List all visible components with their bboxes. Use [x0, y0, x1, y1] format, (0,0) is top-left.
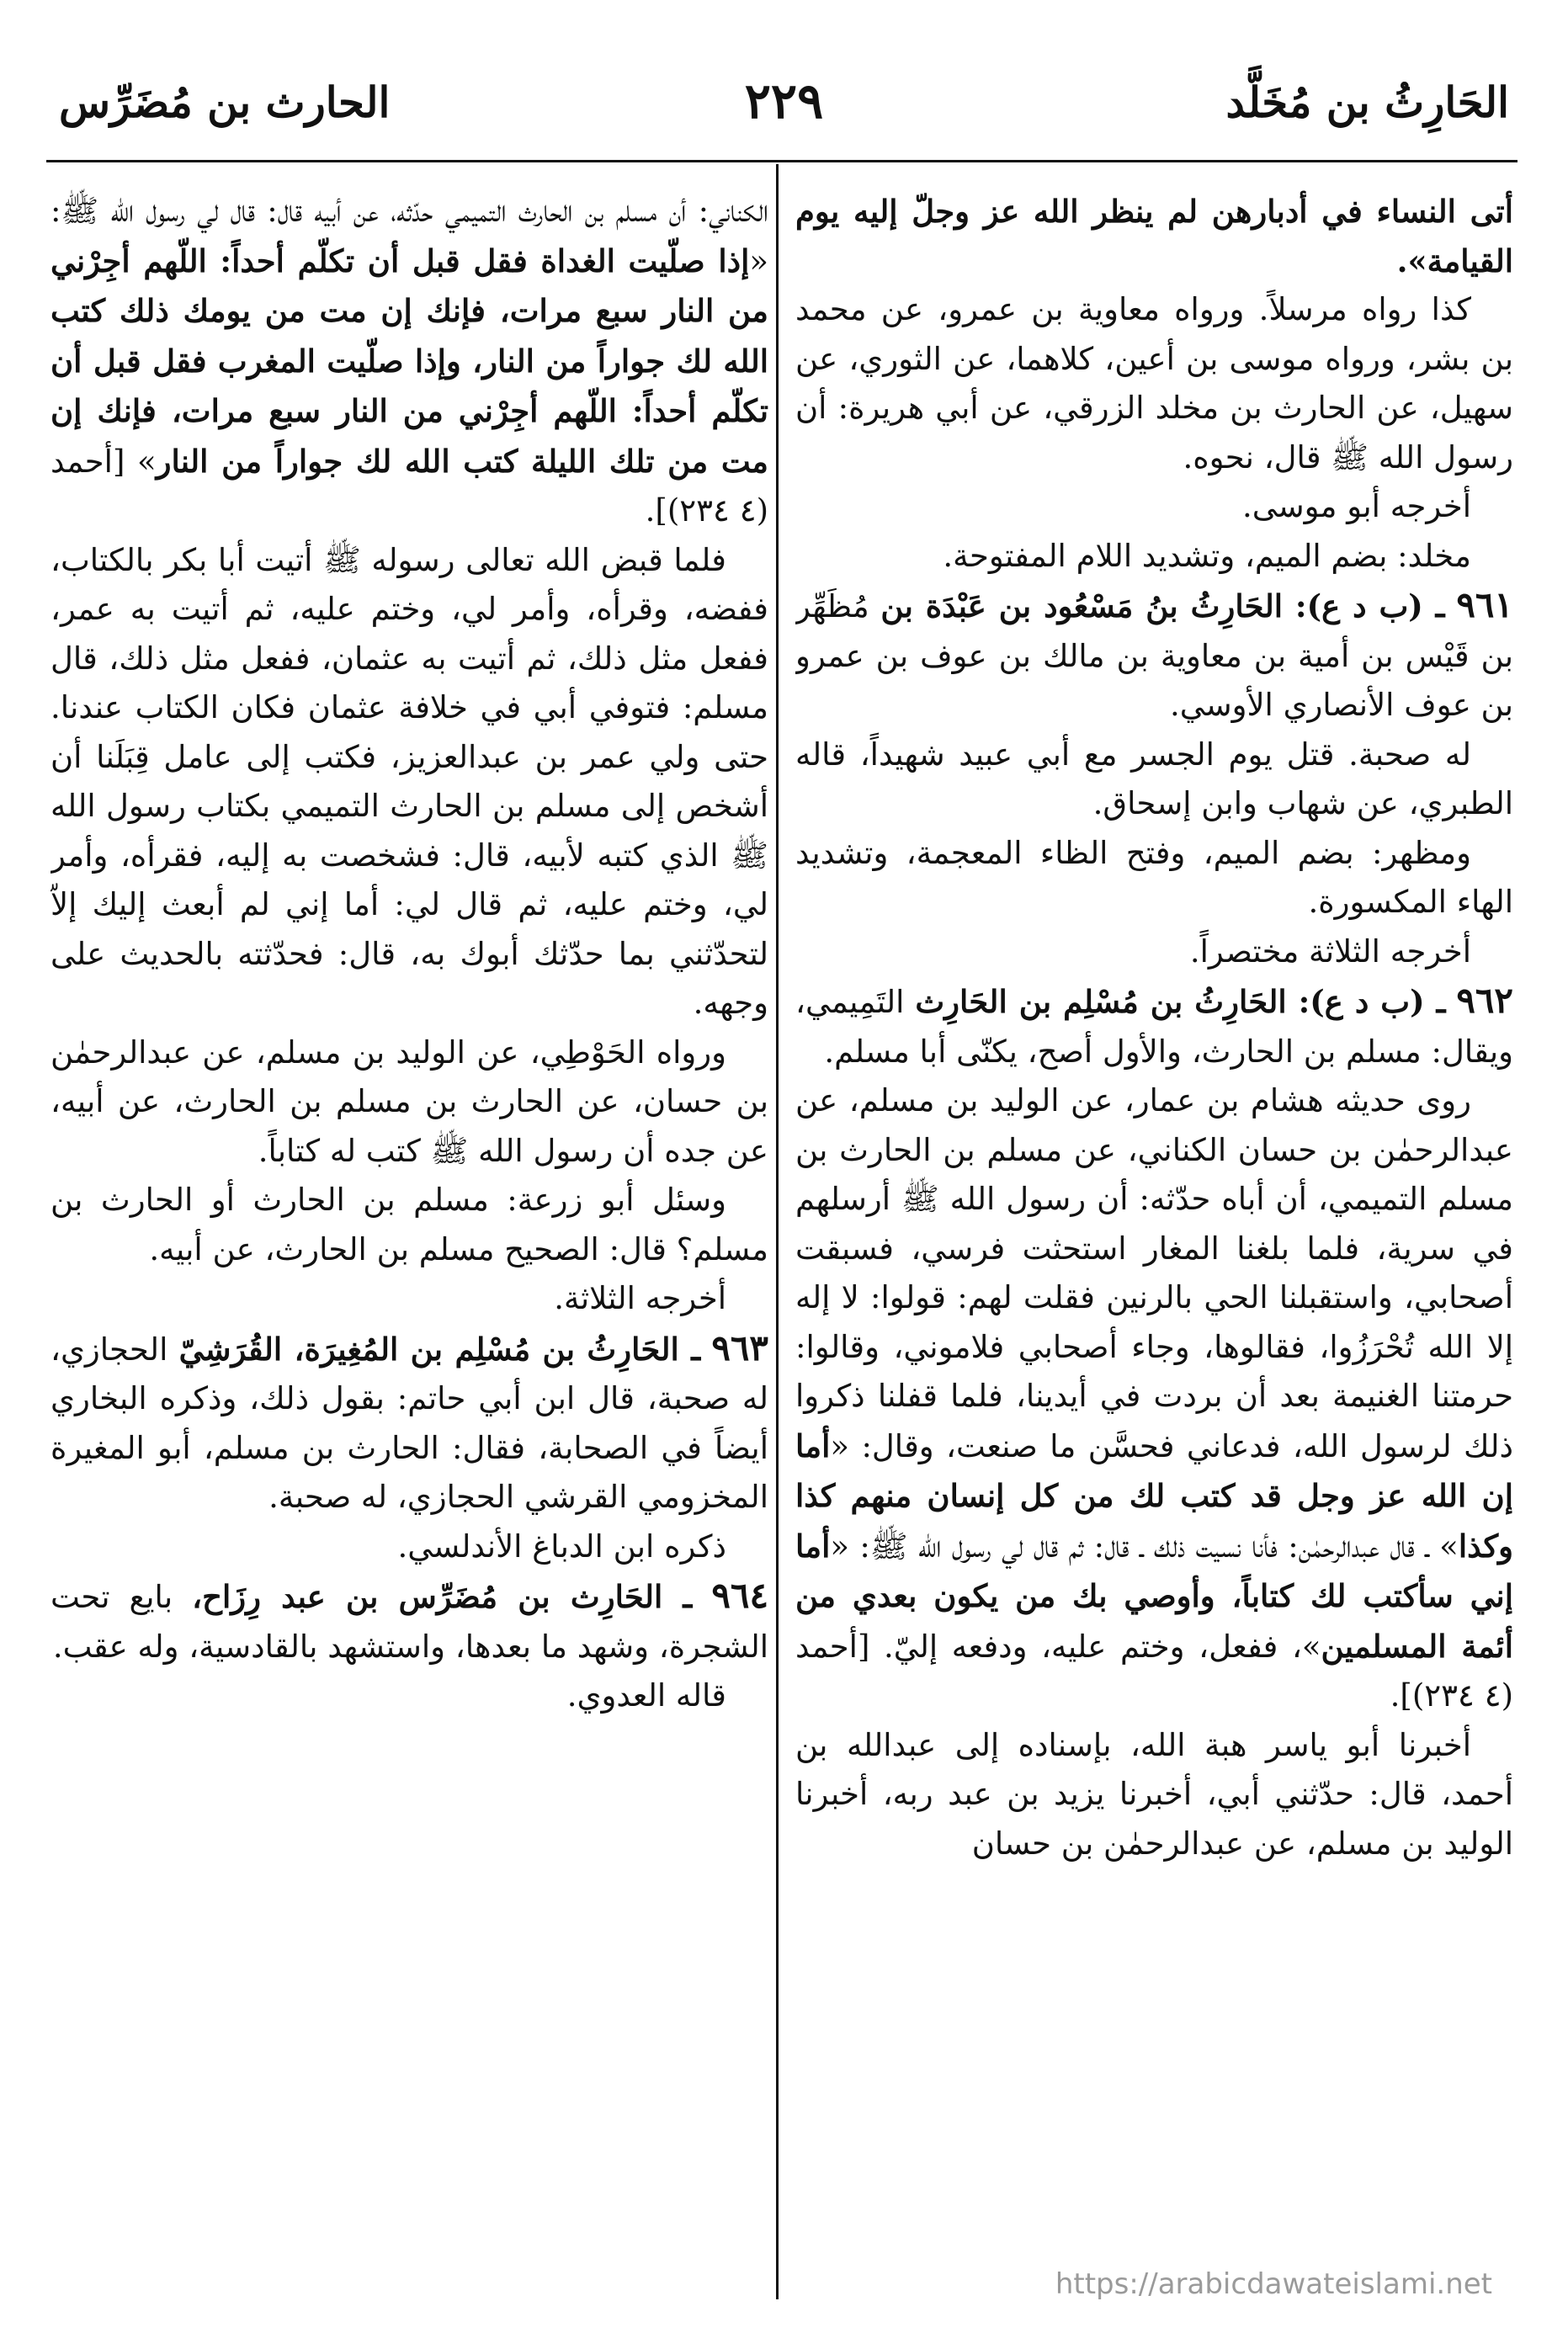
entry-heading: ـ الحَارِث بن مُضَرِّس بن عبد رِزَاح،	[192, 1578, 693, 1615]
page-number: ٢٢٩	[744, 72, 824, 130]
page-header	[59, 72, 1509, 153]
paragraph: قاله العدوي.	[566, 1677, 726, 1714]
text-run: الكناني: أن مسلم بن الحارث التميمي حدّثه، عن أبيه قال: قال لي رسول الله ﷺ: «	[50, 193, 768, 279]
entry-961	[795, 581, 1513, 731]
header-rule	[46, 160, 1518, 162]
column-divider	[776, 164, 779, 2299]
entry-text: بايع تحت الشجرة، وشهد ما بعدها، واستشهد بالقادسية، وله عقب.	[50, 1579, 768, 1665]
text-run: » ـ قال عبدالرحمٰن: فأنا نسيت ذلك ـ قال: ثم قال لي رسول الله ﷺ: «	[830, 1528, 1459, 1565]
entry-962	[795, 976, 1513, 1076]
paragraph: فلما قبض الله تعالى رسوله ﷺ أتيت أبا بكر بالكتاب، ففضه، وقرأه، وأمر لي، وختم عليه، ثم أتيت به عمر، ففعل مثل ذلك، ثم أتيت به عثمان، ففعل مثل ذلك، قال مسلم: فتوفي أبي في خلافة عثمان فكان الكتاب عندنا. حتى ولي عمر بن عبدالعزيز، فكتب إلى عامل قِبَلَنا أن أشخص إلى مسلم بن الحارث التميمي بكتاب رسول الله ﷺ الذي كتبه لأبيه، قال: فشخصت به إليه، فقرأه، وأمر لي، وختم عليه، ثم قال لي: أما إني لم أبعث إليك إلاّ لتحدّثني بما حدّثك أبوك به، قال: فحدّثته بالحديث على وجهه.	[50, 541, 768, 1021]
paragraph: أخرجه أبو موسى.	[1241, 488, 1471, 524]
hadith-text-bold: أتى النساء في أدبارهن لم ينظر الله عز وجلّ إليه يوم القيامة».	[795, 193, 1513, 279]
text-run: »، ففعل، وختم عليه، ودفعه إليّ. [أحمد (٤ ٢٣٤)].	[795, 1628, 1513, 1714]
entry-text: الحجازي، له صحبة، قال ابن أبي حاتم: بقول ذلك، وذكره البخاري أيضاً في الصحابة، فقال: الحارث بن مسلم، أبو المغيرة المخزومي القرشي الحجازي، له صحبة.	[50, 1331, 768, 1515]
paragraph: مخلد: بضم الميم، وتشديد اللام المفتوحة.	[943, 537, 1471, 574]
hadith-text-bold: أما إن الله عز وجل قد كتب لك من كل إنسان منهم كذا وكذا	[795, 1427, 1513, 1565]
entry-text: مُظَهِّر بن قَيْس بن أمية بن معاوية بن مالك بن عوف بن عمرو بن عوف الأنصاري الأوسي.	[795, 588, 1513, 723]
paragraph: أخبرنا أبو ياسر هبة الله، بإسناده إلى عبدالله بن أحمد، قال: حدّثني أبي، أخبرنا يزيد بن عبد ربه، أخبرنا الوليد بن مسلم، عن عبدالرحمٰن بن حسان	[795, 1726, 1513, 1862]
paragraph: ورواه الحَوْطِي، عن الوليد بن مسلم، عن عبدالرحمٰن بن حسان، عن الحارث بن مسلم بن الحارث، عن أبيه، عن جده أن رسول الله ﷺ كتب له كتاباً.	[50, 1034, 768, 1169]
entry-heading: ـ الحَارِثُ بن مُسْلِم بن المُغِيرَة، القُرَشِيّ	[178, 1330, 701, 1368]
entry-text: التَمِيمي، ويقال: مسلم بن الحارث، والأول أصح، يكنّى أبا مسلم.	[795, 984, 1513, 1070]
right-column	[795, 187, 1513, 2283]
entry-heading: ـ (ب د ع): الحَارِثُ بنُ مَسْعُود بن عَبْدَة بن	[880, 587, 1445, 624]
text-run: روى حديثه هشام بن عمار، عن الوليد بن مسلم، عن عبدالرحمٰن بن حسان الكناني، عن مسلم بن الحارث بن مسلم التميمي، أن أباه حدّثه: أن رسول الله ﷺ أرسلهم في سرية، فلما بلغنا المغار استحثت فرسي، فسبقت أصحابي، واستقبلنا الحي بالرنين فقلت لهم: قولوا: لا إله إلا الله تُحْرَزُوا، فقالوها، وجاء أصحابي فلاموني، وقالوا: حرمتنا الغنيمة بعد أن بردت في أيدينا، فلما قفلنا ذكروا ذلك لرسول الله، فدعاني فحسَّن ما صنعت، وقال: «	[795, 1082, 1513, 1464]
entry-number: ٩٦٤	[711, 1575, 768, 1616]
running-title-right: الحَارِثُ بن مُخَلَّد	[1225, 77, 1509, 127]
paragraph: له صحبة. قتل يوم الجسر مع أبي عبيد شهيداً، قاله الطبري، عن شهاب وابن إسحاق.	[795, 736, 1513, 821]
paragraph: وسئل أبو زرعة: مسلم بن الحارث أو الحارث بن مسلم؟ قال: الصحيح مسلم بن الحارث، عن أبيه.	[50, 1182, 768, 1267]
running-title-left: الحارث بن مُضَرِّس	[59, 77, 391, 127]
paragraph	[795, 1076, 1513, 1721]
entry-number: ٩٦١	[1456, 584, 1513, 625]
hadith-text-bold: إذا صلّيت الغداة فقل قبل أن تكلّم أحداً: اللّهم أجِرْني من النار سبع مرات، فإنك إن مت من يومك ذلك كتب الله لك جواراً من النار، وإذا صلّيت المغرب فقل قبل أن تكلّم أحداً: اللّهم أجِرْني من النار سبع مرات، فإنك إن مت من تلك الليلة كتب الله لك جواراً من النار	[50, 242, 768, 480]
entry-number: ٩٦٣	[711, 1326, 768, 1368]
paragraph: كذا رواه مرسلاً. ورواه معاوية بن عمرو، عن محمد بن بشر، ورواه موسى بن أعين، كلاهما، عن الثوري، عن سهيل، عن الحارث بن مخلد الزرقي، عن أبي هريرة: أن رسول الله ﷺ قال، نحوه.	[795, 291, 1513, 476]
left-column	[50, 187, 768, 2283]
paragraph: ومظهر: بضم الميم، وفتح الظاء المعجمة، وتشديد الهاء المكسورة.	[795, 834, 1513, 920]
paragraph: أخرجه الثلاثة.	[554, 1280, 726, 1316]
watermark-url: https://arabicdawateislami.net	[1055, 2267, 1492, 2301]
entry-number: ٩٦٢	[1456, 980, 1513, 1021]
paragraph: أخرجه الثلاثة مختصراً.	[1189, 933, 1471, 970]
text-run: » [أحمد (٤ ٢٣٤)].	[50, 443, 768, 529]
entry-964	[50, 1571, 768, 1671]
entry-heading: ـ (ب د ع): الحَارِثُ بن مُسْلِم بن الحَارِث	[915, 983, 1446, 1020]
paragraph	[50, 187, 768, 536]
paragraph: ذكره ابن الدباغ الأندلسي.	[397, 1528, 726, 1565]
entry-963	[50, 1324, 768, 1523]
hadith-text-bold: أما إني سأكتب لك كتاباً، وأوصي بك من يكون بعدي من أئمة المسلمين	[795, 1527, 1513, 1665]
